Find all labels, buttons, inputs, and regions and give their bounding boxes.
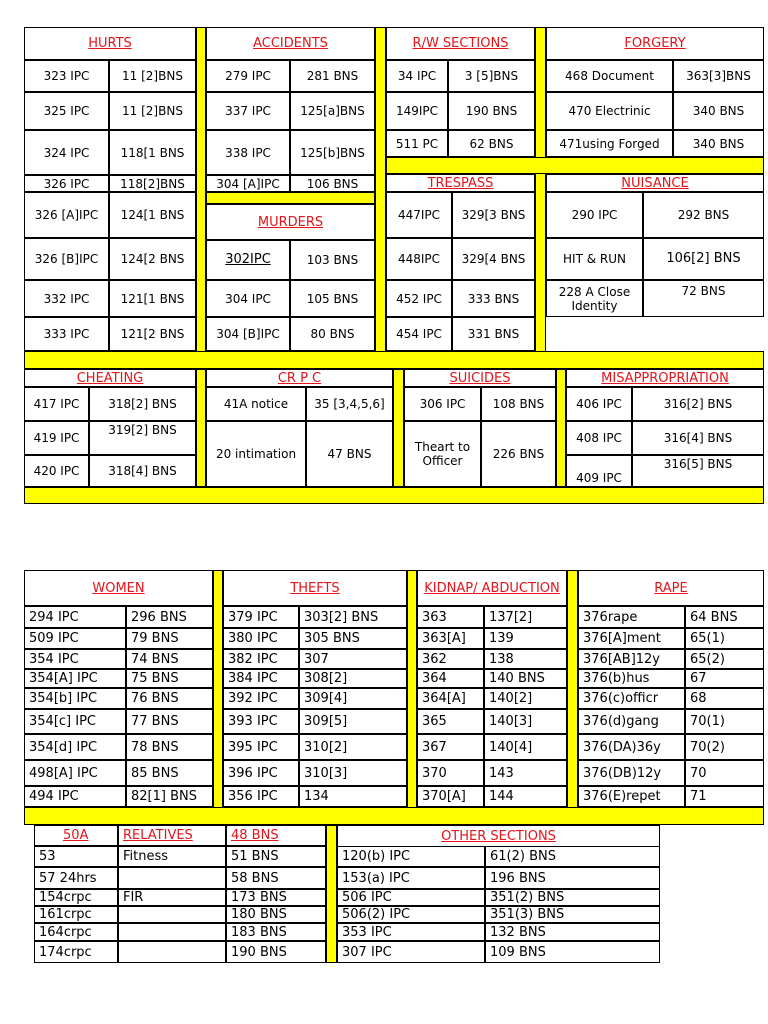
murders-ipc: 304 [B]IPC <box>206 317 290 351</box>
murders-ipc: 304 IPC <box>206 280 290 317</box>
other-bns: 351(2) BNS <box>485 889 660 906</box>
relatives-header-50a: 50A <box>34 825 118 846</box>
murders-bns: 103 BNS <box>290 240 375 280</box>
rape-cell: 376(DB)12y <box>578 760 685 786</box>
rape-cell: 68 <box>685 688 764 709</box>
hurts-bns: 121[1 BNS <box>109 280 196 317</box>
misappropriation-bns: 316[5] BNS <box>632 455 764 487</box>
women-cell: 494 IPC <box>24 786 126 807</box>
kidnap-header: KIDNAP/ ABDUCTION <box>417 570 567 606</box>
thefts-cell: 134 <box>299 786 407 807</box>
trespass-ipc: 454 IPC <box>386 317 452 351</box>
divider <box>556 369 566 487</box>
cheating-bns: 318[4] BNS <box>89 455 196 487</box>
bns48-cell: 190 BNS <box>226 941 326 963</box>
misappropriation-ipc: 408 IPC <box>566 421 632 455</box>
trespass-bns: 331 BNS <box>452 317 535 351</box>
rape-cell: 376(c)officr <box>578 688 685 709</box>
kidnap-cell: 140 BNS <box>484 669 567 688</box>
thefts-cell: 395 IPC <box>223 734 299 760</box>
other-ipc: 120(b) IPC <box>337 846 485 867</box>
thefts-cell: 305 BNS <box>299 628 407 649</box>
accidents-bns: 125[a]BNS <box>290 92 375 130</box>
rape-cell: 70(2) <box>685 734 764 760</box>
hurts-ipc: 323 IPC <box>24 60 109 92</box>
crpc-header: CR P C <box>206 369 393 387</box>
kidnap-cell: 143 <box>484 760 567 786</box>
other-bns: 61(2) BNS <box>485 846 660 867</box>
accidents-ipc: 279 IPC <box>206 60 290 92</box>
hurts-header: HURTS <box>24 27 196 60</box>
misappropriation-ipc: 409 IPC <box>566 455 632 487</box>
suicides-bns: 226 BNS <box>481 421 556 487</box>
forgery-ipc: 470 Electrinic <box>546 92 673 130</box>
women-cell: 354 IPC <box>24 649 126 669</box>
hurts-bns: 121[2 BNS <box>109 317 196 351</box>
divider <box>535 27 546 352</box>
misappropriation-header: MISAPPROPRIATION <box>566 369 764 387</box>
cheating-bns: 318[2] BNS <box>89 387 196 421</box>
accidents-bns: 281 BNS <box>290 60 375 92</box>
bns48-cell: 51 BNS <box>226 846 326 867</box>
other-bns: 196 BNS <box>485 867 660 889</box>
rw-ipc: 149IPC <box>386 92 448 130</box>
women-cell: 74 BNS <box>126 649 213 669</box>
women-cell: 78 BNS <box>126 734 213 760</box>
hurts-bns: 124[2 BNS <box>109 238 196 280</box>
hurts-ipc: 326 [B]IPC <box>24 238 109 280</box>
accidents-ipc: 338 IPC <box>206 130 290 175</box>
women-cell: 354[d] IPC <box>24 734 126 760</box>
hurts-ipc: 333 IPC <box>24 317 109 351</box>
kidnap-cell: 364 <box>417 669 484 688</box>
murders-header: MURDERS <box>206 204 375 240</box>
rw-bns: 62 BNS <box>448 130 535 157</box>
forgery-ipc: 468 Document <box>546 60 673 92</box>
women-cell: 85 BNS <box>126 760 213 786</box>
accidents-ipc: 304 [A]IPC <box>206 175 290 192</box>
rape-cell: 376(E)repet <box>578 786 685 807</box>
bns48-cell: 173 BNS <box>226 889 326 906</box>
cheating-ipc: 419 IPC <box>24 421 89 455</box>
hurts-ipc: 332 IPC <box>24 280 109 317</box>
rape-cell: 376[AB]12y <box>578 649 685 669</box>
relatives-section: 174crpc <box>34 941 118 963</box>
thefts-cell: 307 <box>299 649 407 669</box>
nuisance-bns: 292 BNS <box>643 192 764 238</box>
rape-cell: 67 <box>685 669 764 688</box>
hurts-ipc: 324 IPC <box>24 130 109 175</box>
cheating-ipc: 420 IPC <box>24 455 89 487</box>
hurts-ipc: 325 IPC <box>24 92 109 130</box>
rape-cell: 64 BNS <box>685 606 764 628</box>
women-cell: 75 BNS <box>126 669 213 688</box>
kidnap-cell: 363[A] <box>417 628 484 649</box>
rw-bns: 190 BNS <box>448 92 535 130</box>
forgery-bns: 363[3]BNS <box>673 60 764 92</box>
suicides-header: SUICIDES <box>404 369 556 387</box>
nuisance-ipc: 228 A Close Identity <box>546 280 643 317</box>
thefts-cell: 396 IPC <box>223 760 299 786</box>
kidnap-cell: 140[4] <box>484 734 567 760</box>
women-cell: 354[A] IPC <box>24 669 126 688</box>
divider <box>196 27 206 352</box>
rw-header: R/W SECTIONS <box>386 27 535 60</box>
divider <box>213 570 223 826</box>
murders-bns: 80 BNS <box>290 317 375 351</box>
relatives-section: 154crpc <box>34 889 118 906</box>
women-cell: 498[A] IPC <box>24 760 126 786</box>
relatives-section: 57 24hrs <box>34 867 118 889</box>
crpc-section: 20 intimation <box>206 421 306 487</box>
thefts-header: THEFTS <box>223 570 407 606</box>
misappropriation-ipc: 406 IPC <box>566 387 632 421</box>
relatives-section: 53 <box>34 846 118 867</box>
divider <box>386 157 764 174</box>
accidents-ipc: 337 IPC <box>206 92 290 130</box>
women-cell: 77 BNS <box>126 709 213 734</box>
kidnap-cell: 138 <box>484 649 567 669</box>
relatives-note <box>118 941 226 963</box>
accidents-bns: 125[b]BNS <box>290 130 375 175</box>
kidnap-cell: 137[2] <box>484 606 567 628</box>
women-cell: 82[1] BNS <box>126 786 213 807</box>
women-cell: 76 BNS <box>126 688 213 709</box>
trespass-header: TRESPASS <box>386 174 535 192</box>
relatives-note <box>118 867 226 889</box>
women-cell: 296 BNS <box>126 606 213 628</box>
relatives-section: 164crpc <box>34 923 118 941</box>
bns48-cell: 180 BNS <box>226 906 326 923</box>
other-ipc: 153(a) IPC <box>337 867 485 889</box>
accidents-bns: 106 BNS <box>290 175 375 192</box>
murders-bns: 105 BNS <box>290 280 375 317</box>
thefts-cell: 356 IPC <box>223 786 299 807</box>
divider <box>567 570 578 826</box>
nuisance-bns: 106[2] BNS <box>643 238 764 280</box>
kidnap-cell: 140[3] <box>484 709 567 734</box>
relatives-note: Fitness <box>118 846 226 867</box>
divider <box>375 27 386 352</box>
nuisance-bns: 72 BNS <box>643 280 764 317</box>
murders-ipc: 302IPC <box>206 240 290 280</box>
rape-cell: 376[A]ment <box>578 628 685 649</box>
other-sections-header: OTHER SECTIONS <box>337 825 660 847</box>
kidnap-cell: 144 <box>484 786 567 807</box>
relatives-note <box>118 906 226 923</box>
nuisance-header: NUISANCE <box>546 174 764 192</box>
relatives-section: 161crpc <box>34 906 118 923</box>
misappropriation-bns: 316[4] BNS <box>632 421 764 455</box>
suicides-ipc: 306 IPC <box>404 387 481 421</box>
forgery-bns: 340 BNS <box>673 92 764 130</box>
divider <box>393 369 404 487</box>
rape-cell: 376rape <box>578 606 685 628</box>
rape-cell: 376(b)hus <box>578 669 685 688</box>
trespass-ipc: 448IPC <box>386 238 452 280</box>
trespass-ipc: 452 IPC <box>386 280 452 317</box>
rw-ipc: 34 IPC <box>386 60 448 92</box>
divider <box>24 351 764 369</box>
women-cell: 354[b] IPC <box>24 688 126 709</box>
relatives-note <box>118 923 226 941</box>
hurts-ipc: 326 IPC <box>24 175 109 192</box>
forgery-header: FORGERY <box>546 27 764 60</box>
cheating-ipc: 417 IPC <box>24 387 89 421</box>
women-cell: 79 BNS <box>126 628 213 649</box>
kidnap-cell: 367 <box>417 734 484 760</box>
kidnap-cell: 362 <box>417 649 484 669</box>
other-bns: 351(3) BNS <box>485 906 660 923</box>
women-cell: 294 IPC <box>24 606 126 628</box>
thefts-cell: 392 IPC <box>223 688 299 709</box>
rape-cell: 376(d)gang <box>578 709 685 734</box>
women-header: WOMEN <box>24 570 213 606</box>
hurts-bns: 124[1 BNS <box>109 192 196 238</box>
kidnap-cell: 140[2] <box>484 688 567 709</box>
bns48-cell: 58 BNS <box>226 867 326 889</box>
thefts-cell: 309[5] <box>299 709 407 734</box>
kidnap-cell: 370 <box>417 760 484 786</box>
thefts-cell: 393 IPC <box>223 709 299 734</box>
thefts-cell: 382 IPC <box>223 649 299 669</box>
suicides-ipc: Theart to Officer <box>404 421 481 487</box>
divider <box>24 487 764 504</box>
rape-cell: 71 <box>685 786 764 807</box>
rape-cell: 70 <box>685 760 764 786</box>
relatives-header: RELATIVES <box>118 825 226 846</box>
crpc-bns: 35 [3,4,5,6] <box>306 387 393 421</box>
other-ipc: 506 IPC <box>337 889 485 906</box>
hurts-bns: 11 [2]BNS <box>109 60 196 92</box>
cheating-bns: 319[2] BNS <box>89 421 196 455</box>
hurts-bns: 11 [2]BNS <box>109 92 196 130</box>
nuisance-ipc: HIT & RUN <box>546 238 643 280</box>
crpc-bns: 47 BNS <box>306 421 393 487</box>
trespass-bns: 329[3 BNS <box>452 192 535 238</box>
women-cell: 509 IPC <box>24 628 126 649</box>
bns48-cell: 183 BNS <box>226 923 326 941</box>
cheating-header: CHEATING <box>24 369 196 387</box>
divider <box>24 807 764 825</box>
rw-bns: 3 [5]BNS <box>448 60 535 92</box>
women-cell: 354[c] IPC <box>24 709 126 734</box>
trespass-bns: 333 BNS <box>452 280 535 317</box>
kidnap-cell: 364[A] <box>417 688 484 709</box>
thefts-cell: 384 IPC <box>223 669 299 688</box>
kidnap-cell: 370[A] <box>417 786 484 807</box>
forgery-ipc: 471using Forged <box>546 130 673 157</box>
hurts-bns: 118[2]BNS <box>109 175 196 192</box>
rape-cell: 70(1) <box>685 709 764 734</box>
thefts-cell: 310[3] <box>299 760 407 786</box>
thefts-cell: 309[4] <box>299 688 407 709</box>
thefts-cell: 379 IPC <box>223 606 299 628</box>
divider <box>326 825 337 963</box>
kidnap-cell: 363 <box>417 606 484 628</box>
rape-cell: 376(DA)36y <box>578 734 685 760</box>
hurts-ipc: 326 [A]IPC <box>24 192 109 238</box>
other-ipc: 353 IPC <box>337 923 485 941</box>
thefts-cell: 308[2] <box>299 669 407 688</box>
other-bns: 109 BNS <box>485 941 660 963</box>
divider <box>196 369 206 487</box>
trespass-bns: 329[4 BNS <box>452 238 535 280</box>
other-ipc: 307 IPC <box>337 941 485 963</box>
rape-header: RAPE <box>578 570 764 606</box>
rape-cell: 65(2) <box>685 649 764 669</box>
thefts-cell: 310[2] <box>299 734 407 760</box>
relatives-note: FIR <box>118 889 226 906</box>
thefts-cell: 380 IPC <box>223 628 299 649</box>
kidnap-cell: 139 <box>484 628 567 649</box>
misappropriation-bns: 316[2] BNS <box>632 387 764 421</box>
forgery-bns: 340 BNS <box>673 130 764 157</box>
divider <box>407 570 417 826</box>
hurts-bns: 118[1 BNS <box>109 130 196 175</box>
rape-cell: 65(1) <box>685 628 764 649</box>
other-ipc: 506(2) IPC <box>337 906 485 923</box>
suicides-bns: 108 BNS <box>481 387 556 421</box>
thefts-cell: 303[2] BNS <box>299 606 407 628</box>
divider <box>206 192 375 204</box>
crpc-section: 41A notice <box>206 387 306 421</box>
kidnap-cell: 365 <box>417 709 484 734</box>
trespass-ipc: 447IPC <box>386 192 452 238</box>
rw-ipc: 511 PC <box>386 130 448 157</box>
nuisance-ipc: 290 IPC <box>546 192 643 238</box>
bns48-header: 48 BNS <box>226 825 326 846</box>
accidents-header: ACCIDENTS <box>206 27 375 60</box>
other-bns: 132 BNS <box>485 923 660 941</box>
